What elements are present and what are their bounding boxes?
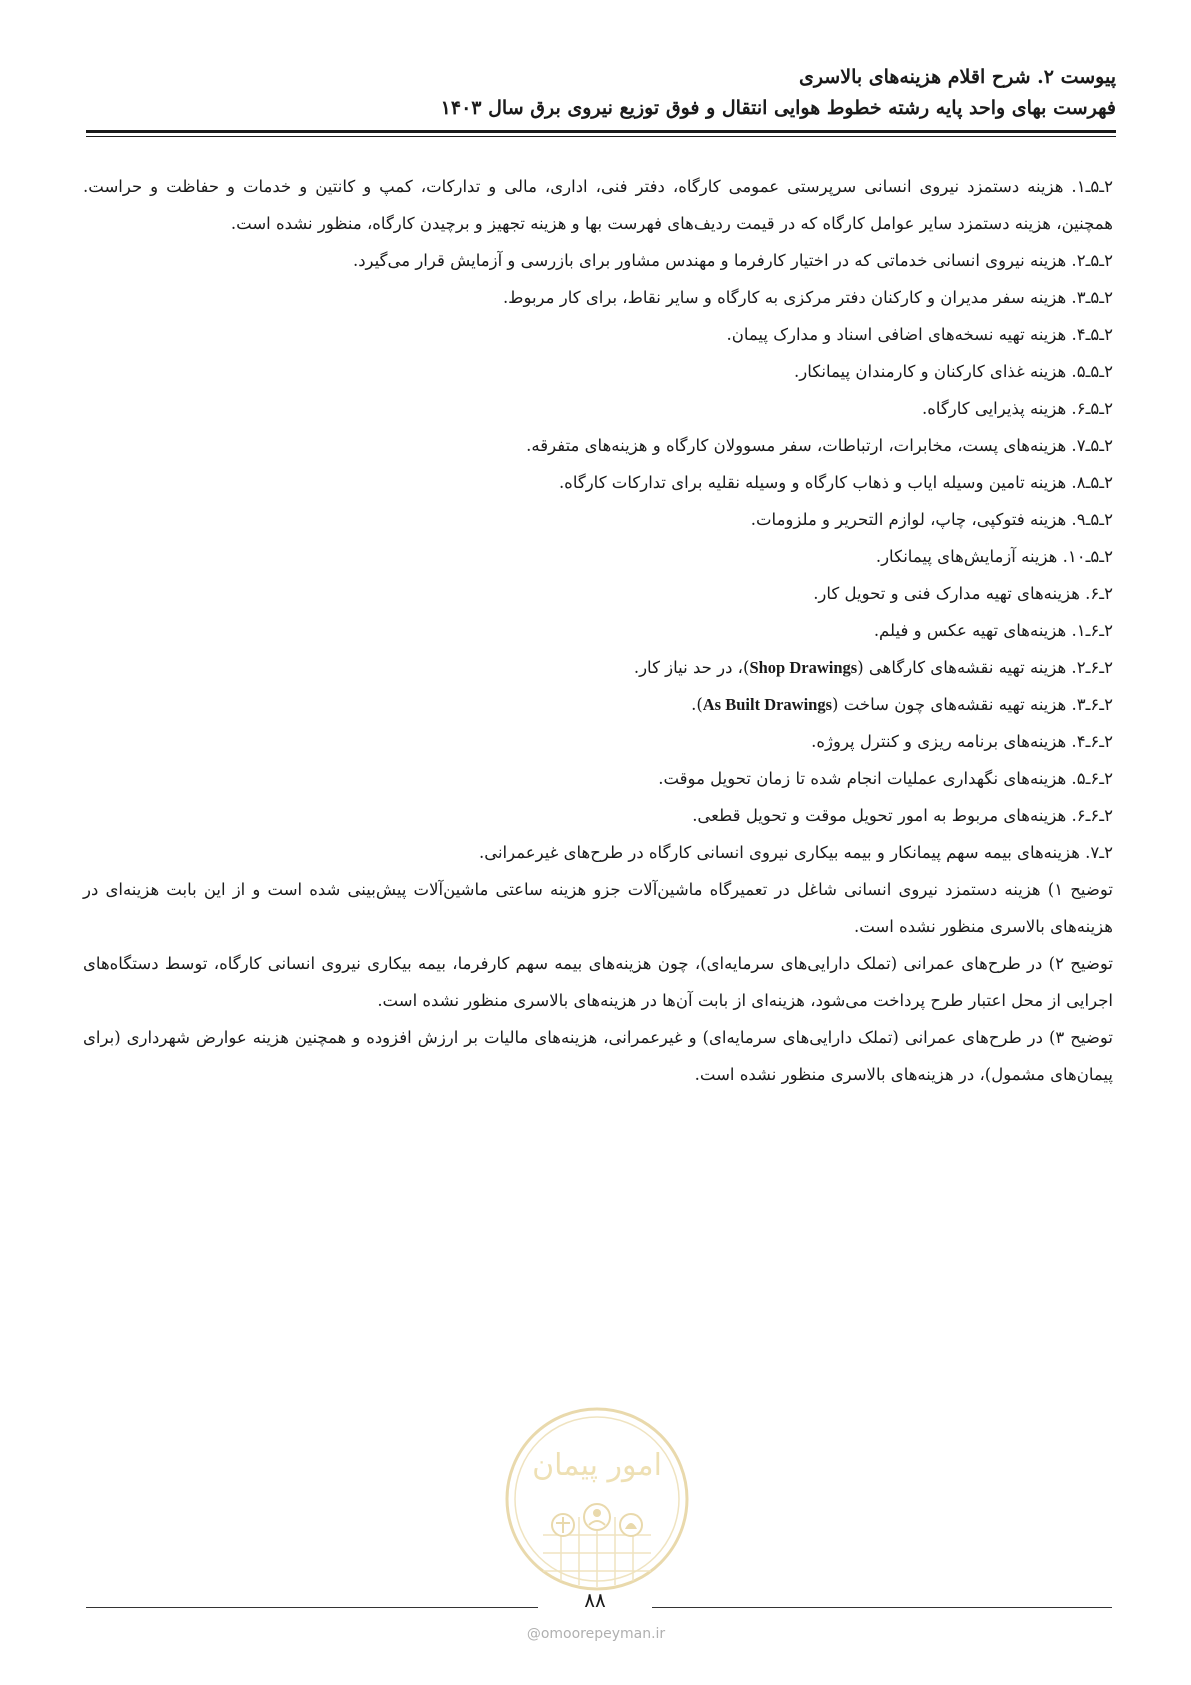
shop-drawings-text-before: ۲ـ۶ـ۲. هزینه تهیه نقشه‌های کارگاهی ( [857,658,1113,677]
paragraph-2-5-10: ۲ـ۵ـ۱۰. هزینه آزمایش‌های پیمانکار. [875,547,1113,566]
as-built-text-before: ۲ـ۶ـ۳. هزینه تهیه نقشه‌های چون ساخت ( [832,695,1113,714]
appendix-title: پیوست ۲. شرح اقلام هزینه‌های بالاسری [798,66,1116,88]
paragraph-2-5-6: ۲ـ۵ـ۶. هزینه پذیرایی کارگاه. [921,399,1113,418]
paragraph-2-6-4: ۲ـ۶ـ۴. هزینه‌های برنامه ریزی و کنترل پروژه. [811,732,1113,751]
paragraph-2-7: ۲ـ۷. هزینه‌های بیمه سهم پیمانکار و بیمه بیکاری نیروی انسانی کارگاه در طرح‌های غیرعمرانی. [478,843,1113,862]
website-watermark: @omoorepeyman.ir [526,1626,666,1642]
omoore-peyman-seal-icon [503,1405,691,1593]
price-list-title: فهرست بهای واحد پایه رشته خطوط هوایی انتقال و فوق توزیع نیروی برق سال ۱۴۰۳ [440,97,1116,119]
paragraph-2-6-5: ۲ـ۶ـ۵. هزینه‌های نگهداری عملیات انجام شده تا زمان تحویل موقت. [658,769,1113,788]
document-body [83,168,1113,1093]
paragraph-2-5-3: ۲ـ۵ـ۳. هزینه سفر مدیران و کارکنان دفتر مرکزی به کارگاه و سایر نقاط، برای کار مربوط. [502,288,1113,307]
page-number: ۸۸ [584,1588,606,1612]
paragraph-2-5-4: ۲ـ۵ـ۴. هزینه تهیه نسخه‌های اضافی اسناد و مدارک پیمان. [726,325,1113,344]
paragraph-2-6-1: ۲ـ۶ـ۱. هزینه‌های تهیه عکس و فیلم. [873,621,1113,640]
paragraph-2-6-3 [83,686,1113,723]
note-3: توضیح ۳) در طرح‌های عمرانی (تملک دارایی‌های سرمایه‌ای) و غیرعمرانی، هزینه‌های مالیات بر ارزش افزوده و همچنین هزینه عوارض شهرداری (برای پیمان‌های مشمول)، در هزینه‌های بالاسری منظور نشده است. [83,1028,1113,1084]
paragraph-2-6-6: ۲ـ۶ـ۶. هزینه‌های مربوط به امور تحویل موقت و تحویل قطعی. [692,806,1113,825]
as-built-text-after: ). [691,695,703,714]
paragraph-2-6-2 [83,649,1113,686]
paragraph-2-5-8: ۲ـ۵ـ۸. هزینه تامین وسیله ایاب و ذهاب کارگاه و وسیله نقلیه برای تدارکات کارگاه. [558,473,1113,492]
shop-drawings-term: Shop Drawings [749,658,858,677]
paragraph-2-5-1: ۲ـ۵ـ۱. هزینه دستمزد نیروی انسانی سرپرستی عمومی کارگاه، دفتر فنی، اداری، مالی و تدارکات، کمپ و کانتین و خدمات و حفاظت و حراست. همچنین، هزینه دستمزد سایر عوامل کارگاه که در قیمت ردیف‌های فهرست بها و هزینه تجهیز و برچیدن کارگاه، منظور نشده است. [83,177,1113,233]
paragraph-2-6: ۲ـ۶. هزینه‌های تهیه مدارک فنی و تحویل کار. [813,584,1113,603]
as-built-drawings-term: As Built Drawings [702,695,833,714]
footer-rule-right [652,1607,1112,1608]
header-rule-thick [86,130,1116,133]
footer-rule-left [86,1607,538,1608]
note-2: توضیح ۲) در طرح‌های عمرانی (تملک دارایی‌های سرمایه‌ای)، چون هزینه‌های بیمه سهم کارفرما، بیمه بیکاری نیروی انسانی کارگاه، توسط دستگاه‌های اجرایی از محل اعتبار طرح پرداخت می‌شود، هزینه‌ای از بابت آن‌ها در هزینه‌های بالاسری منظور نشده است. [83,954,1113,1010]
shop-drawings-text-after: )، در حد نیاز کار. [633,658,750,677]
paragraph-2-5-9: ۲ـ۵ـ۹. هزینه فتوکپی، چاپ، لوازم التحریر و ملزومات. [750,510,1113,529]
note-1: توضیح ۱) هزینه دستمزد نیروی انسانی شاغل در تعمیرگاه ماشین‌آلات جزو هزینه ساعتی ماشین‌آلات پیش‌بینی شده است و از این بابت هزینه‌ای در هزینه‌های بالاسری منظور نشده است. [83,880,1113,936]
paragraph-2-5-5: ۲ـ۵ـ۵. هزینه غذای کارکنان و کارمندان پیمانکار. [794,362,1113,381]
page-header [86,62,1116,124]
paragraph-2-5-2: ۲ـ۵ـ۲. هزینه نیروی انسانی خدماتی که در اختیار کارفرما و مهندس مشاور برای بازرسی و آزمایش قرار می‌گیرد. [352,251,1113,270]
paragraph-2-5-7: ۲ـ۵ـ۷. هزینه‌های پست، مخابرات، ارتباطات، سفر مسوولان کارگاه و هزینه‌های متفرقه. [526,436,1113,455]
header-rule-thin [86,136,1116,137]
seal-lettering: امور پیمان [532,1448,662,1483]
